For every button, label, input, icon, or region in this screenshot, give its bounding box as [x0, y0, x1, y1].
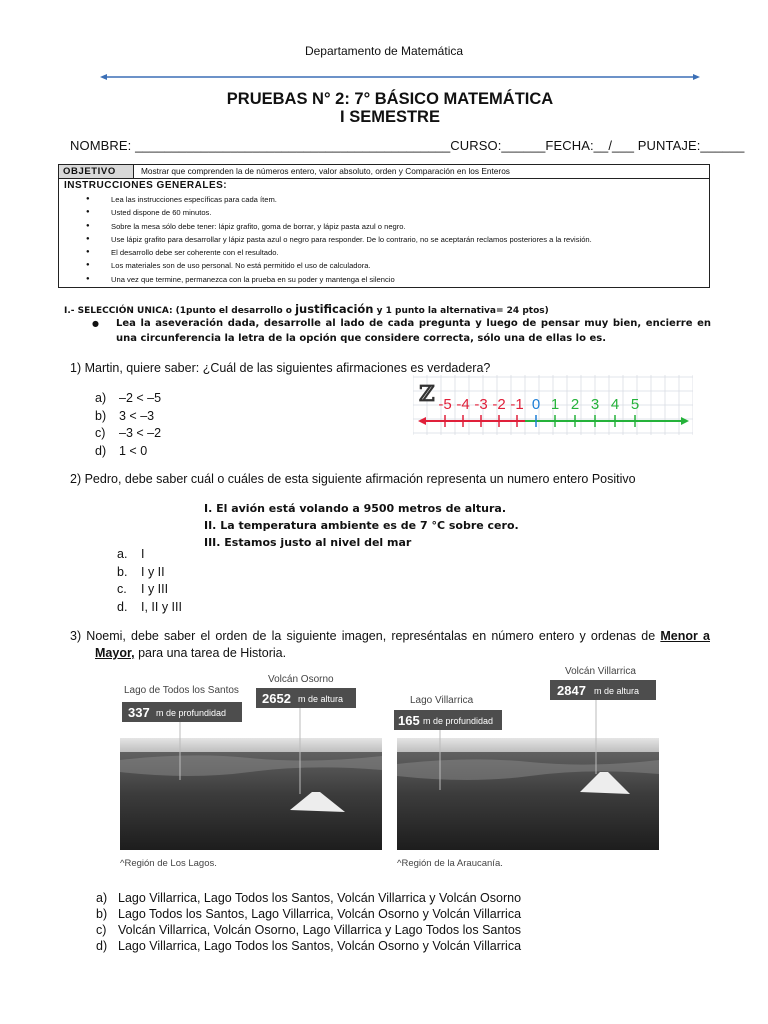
integer-set-symbol: ℤ: [419, 381, 436, 407]
statement: II. La temperatura ambiente es de 7 °C sobre cero.: [204, 519, 519, 532]
lakes-volcanoes-figure: [110, 660, 670, 875]
number-label: 1: [550, 396, 560, 413]
section-instruction-text: Lea la aseveración dada, desarrolle al lado de cada pregunta y luego de pensar muy bien, encierre en una circunferencia la letra de la opción que considere correcta, sólo una de ellas lo es.: [116, 318, 711, 344]
lake-label: Lago de Todos los Santos: [124, 685, 239, 696]
left-arrow-icon: [418, 417, 426, 425]
lake-unit: m de profundidad: [423, 716, 494, 726]
instruction-item: ● Una vez que termine, permanezca con la prueba en su poder y mantenga el silencio: [59, 273, 709, 286]
option-b[interactable]: [95, 408, 161, 426]
option-letter: a.: [117, 547, 128, 561]
instruction-item: ● Los materiales son de uso personal. No está permitido el uso de calculadora.: [59, 259, 709, 272]
instruction-item: ● Use lápiz grafito para desarrollar y lápiz pasta azul o negro para responder. De lo contrario, no se aceptarán reclamos posteriores a la revisión.: [59, 233, 709, 246]
objective-row: [59, 165, 709, 179]
option-letter: d): [95, 443, 107, 458]
option-b[interactable]: [96, 906, 521, 922]
lake-label: Lago Villarrica: [410, 695, 474, 706]
header-divider: [100, 69, 700, 85]
photo-los-lagos: [120, 674, 382, 869]
number-label: 3: [590, 396, 600, 413]
option-letter: c): [95, 426, 106, 440]
statement: III. Estamos justo al nivel del mar: [204, 536, 412, 549]
option-d[interactable]: [117, 599, 182, 617]
option-letter: a): [95, 391, 107, 405]
question-1-text: 1) Martin, quiere saber: ¿Cuál de las siguientes afirmaciones es verdadera?: [70, 361, 491, 375]
option-text: Lago Villarrica, Lago Todos los Santos, Volcán Villarrica y Volcán Osorno: [118, 891, 522, 905]
option-letter: c.: [117, 582, 127, 596]
option-text: Lago Villarrica, Lago Todos los Santos, Volcán Osorno y Volcán Villarrica: [118, 939, 522, 953]
option-text: 1 < 0: [119, 443, 148, 458]
option-letter: a): [96, 891, 108, 905]
option-letter: b.: [117, 564, 128, 579]
option-text: –3 < –2: [119, 426, 162, 440]
question-3-options: [96, 890, 521, 954]
integer-number-line: [413, 375, 693, 435]
right-arrow-icon: [681, 417, 689, 425]
instructions-box: [58, 164, 710, 288]
option-text: I, II y III: [141, 599, 182, 614]
section-justification: justificación: [295, 302, 374, 316]
question-2-options: [117, 546, 182, 616]
number-label: -5: [438, 396, 452, 413]
volcano-value: 2652: [262, 691, 291, 706]
objective-label: OBJETIVO: [59, 165, 134, 178]
number-label: -3: [474, 396, 488, 413]
number-label: 0: [531, 396, 541, 413]
number-label: -2: [492, 396, 506, 413]
photo-caption: ^Región de la Araucanía.: [397, 858, 503, 869]
volcano-label: Volcán Osorno: [268, 674, 334, 685]
option-text: Volcán Villarrica, Volcán Osorno, Lago Villarrica y Lago Todos los Santos: [118, 923, 522, 937]
instructions-list: [59, 193, 709, 286]
question-2-statements: [204, 500, 519, 551]
statement: I. El avión está volando a 9500 metros de altura.: [204, 502, 507, 515]
number-label: -4: [456, 396, 470, 413]
title-line-1: PRUEBAS N° 2: 7° BÁSICO MATEMÁTICA: [226, 90, 554, 108]
option-c[interactable]: [117, 581, 182, 599]
section-heading: [64, 302, 549, 316]
instruction-item: ● Usted dispone de 60 minutos.: [59, 206, 709, 219]
number-label: 5: [630, 396, 640, 413]
section-suffix: y 1 punto la alternativa= 24 ptos): [373, 306, 549, 316]
volcano-label: Volcán Villarrica: [565, 666, 636, 677]
lake-unit: m de profundidad: [156, 708, 227, 718]
option-text: 3 < –3: [119, 408, 155, 423]
option-text: Lago Todos los Santos, Lago Villarrica, Volcán Osorno y Volcán Villarrica: [118, 907, 522, 921]
section-instruction: [92, 316, 711, 346]
lake-value: 337: [128, 705, 150, 720]
option-text: I: [141, 547, 145, 561]
option-a[interactable]: [117, 546, 182, 564]
student-info-row[interactable]: NOMBRE: ___________________________________________CURSO:______FECHA:__/___ PUNTAJE:______: [70, 138, 745, 153]
instruction-item: ● Lea las instrucciones específicas para cada ítem.: [59, 193, 709, 206]
option-letter: b): [96, 907, 108, 921]
photo-araucania: [394, 666, 659, 869]
option-letter: b): [95, 408, 107, 423]
bullet-icon: ●: [92, 319, 99, 328]
volcano-unit: m de altura: [298, 694, 344, 704]
option-a[interactable]: [95, 390, 161, 408]
number-label: -1: [510, 396, 524, 413]
option-letter: d): [96, 939, 108, 953]
section-prefix: I.- SELECCIÓN UNICA: (1punto el desarrollo o: [64, 306, 296, 316]
question-3-body: [70, 628, 710, 662]
instruction-item: ● Sobre la mesa sólo debe tener: lápiz grafito, goma de borrar, y lápiz pasta azul o negro.: [59, 220, 709, 233]
option-text: I y III: [141, 582, 169, 596]
volcano-value: 2847: [557, 683, 586, 698]
question-3-emphasis: Menor a Mayor,: [95, 629, 710, 660]
option-text: –2 < –5: [119, 391, 162, 405]
lake-value: 165: [398, 713, 420, 728]
question-3-part: para una tarea de Historia.: [134, 646, 287, 660]
question-2-text: 2) Pedro, debe saber cuál o cuáles de esta siguiente afirmación representa un numero entero Positivo: [70, 472, 636, 486]
objective-text: Mostrar que comprenden la de números entero, valor absoluto, orden y Comparación en los Enteros: [141, 166, 510, 176]
department-header: Departamento de Matemática: [304, 44, 464, 58]
landscape-image: [397, 738, 659, 850]
option-a[interactable]: [96, 890, 521, 906]
photo-caption: ^Región de Los Lagos.: [120, 858, 217, 869]
question-3-text: [70, 628, 710, 662]
volcano-unit: m de altura: [594, 686, 640, 696]
option-c[interactable]: [95, 425, 161, 443]
instructions-heading: INSTRUCCIONES GENERALES:: [64, 180, 228, 191]
number-label: 2: [570, 396, 580, 413]
option-letter: c): [96, 923, 107, 937]
option-text: I y II: [141, 564, 165, 579]
number-label: 4: [610, 396, 620, 413]
question-3-part: 3) Noemi, debe saber el orden de la siguiente imagen, represéntalas en número entero y ordenas de: [70, 629, 661, 643]
instruction-item: ● El desarrollo debe ser coherente con el resultado.: [59, 246, 709, 259]
option-d[interactable]: [96, 938, 521, 954]
landscape-image: [120, 738, 382, 850]
option-letter: d.: [117, 599, 128, 614]
option-b[interactable]: [117, 564, 182, 582]
option-d[interactable]: [95, 443, 161, 461]
option-c[interactable]: [96, 922, 521, 938]
question-1-options: [95, 390, 161, 460]
test-title: [0, 90, 768, 126]
title-line-2: I SEMESTRE: [340, 108, 440, 126]
